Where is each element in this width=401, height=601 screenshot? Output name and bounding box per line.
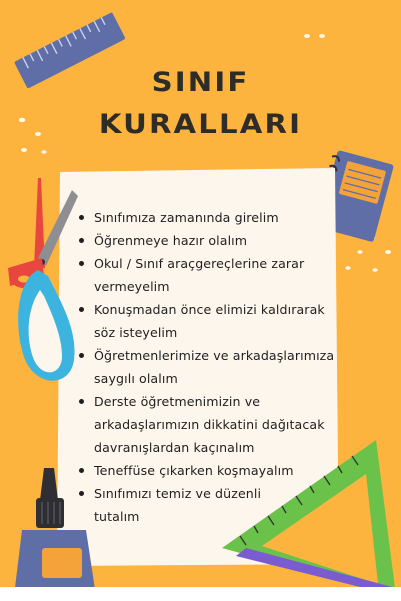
rules-list bbox=[79, 206, 349, 528]
list-item bbox=[79, 252, 349, 298]
list-item bbox=[79, 206, 349, 229]
list-item bbox=[79, 298, 349, 344]
bottom-margin bbox=[0, 587, 401, 601]
bullet-icon bbox=[79, 491, 84, 496]
scissors-icon bbox=[8, 178, 78, 381]
rule-text: Okul / Sınıf araçgereçlerine zarar vermeyelim bbox=[94, 256, 305, 294]
bullet-icon bbox=[79, 261, 84, 266]
page-title-line1: SINIF bbox=[151, 67, 250, 98]
rule-text: Sınıfımızı temiz ve düzenli tutalım bbox=[94, 486, 262, 524]
bullet-icon bbox=[79, 307, 84, 312]
rule-text: Sınıfımıza zamanında girelim bbox=[94, 210, 279, 225]
list-item bbox=[79, 344, 349, 390]
bullet-icon bbox=[79, 399, 84, 404]
list-item bbox=[79, 229, 349, 252]
bullet-icon bbox=[79, 468, 84, 473]
list-item bbox=[79, 482, 349, 528]
rule-text: Öğretmenlerimize ve arkadaşlarımıza saygılı olalım bbox=[94, 348, 335, 386]
rule-text: Teneffüse çıkarken koşmayalım bbox=[94, 463, 294, 478]
rule-text: Konuşmadan önce elimizi kaldırarak söz isteyelim bbox=[94, 302, 325, 340]
bullet-icon bbox=[79, 353, 84, 358]
rule-text: Öğrenmeye hazır olalım bbox=[94, 233, 248, 248]
bullet-icon bbox=[79, 238, 84, 243]
page-title-line2: KURALLARI bbox=[98, 109, 303, 140]
bullet-icon bbox=[79, 215, 84, 220]
list-item bbox=[79, 459, 349, 482]
rule-text: Derste öğretmenimizin ve arkadaşlarımızın dikkatini dağıtacak davranışlardan kaçınalım bbox=[94, 394, 325, 455]
list-item bbox=[79, 390, 349, 459]
